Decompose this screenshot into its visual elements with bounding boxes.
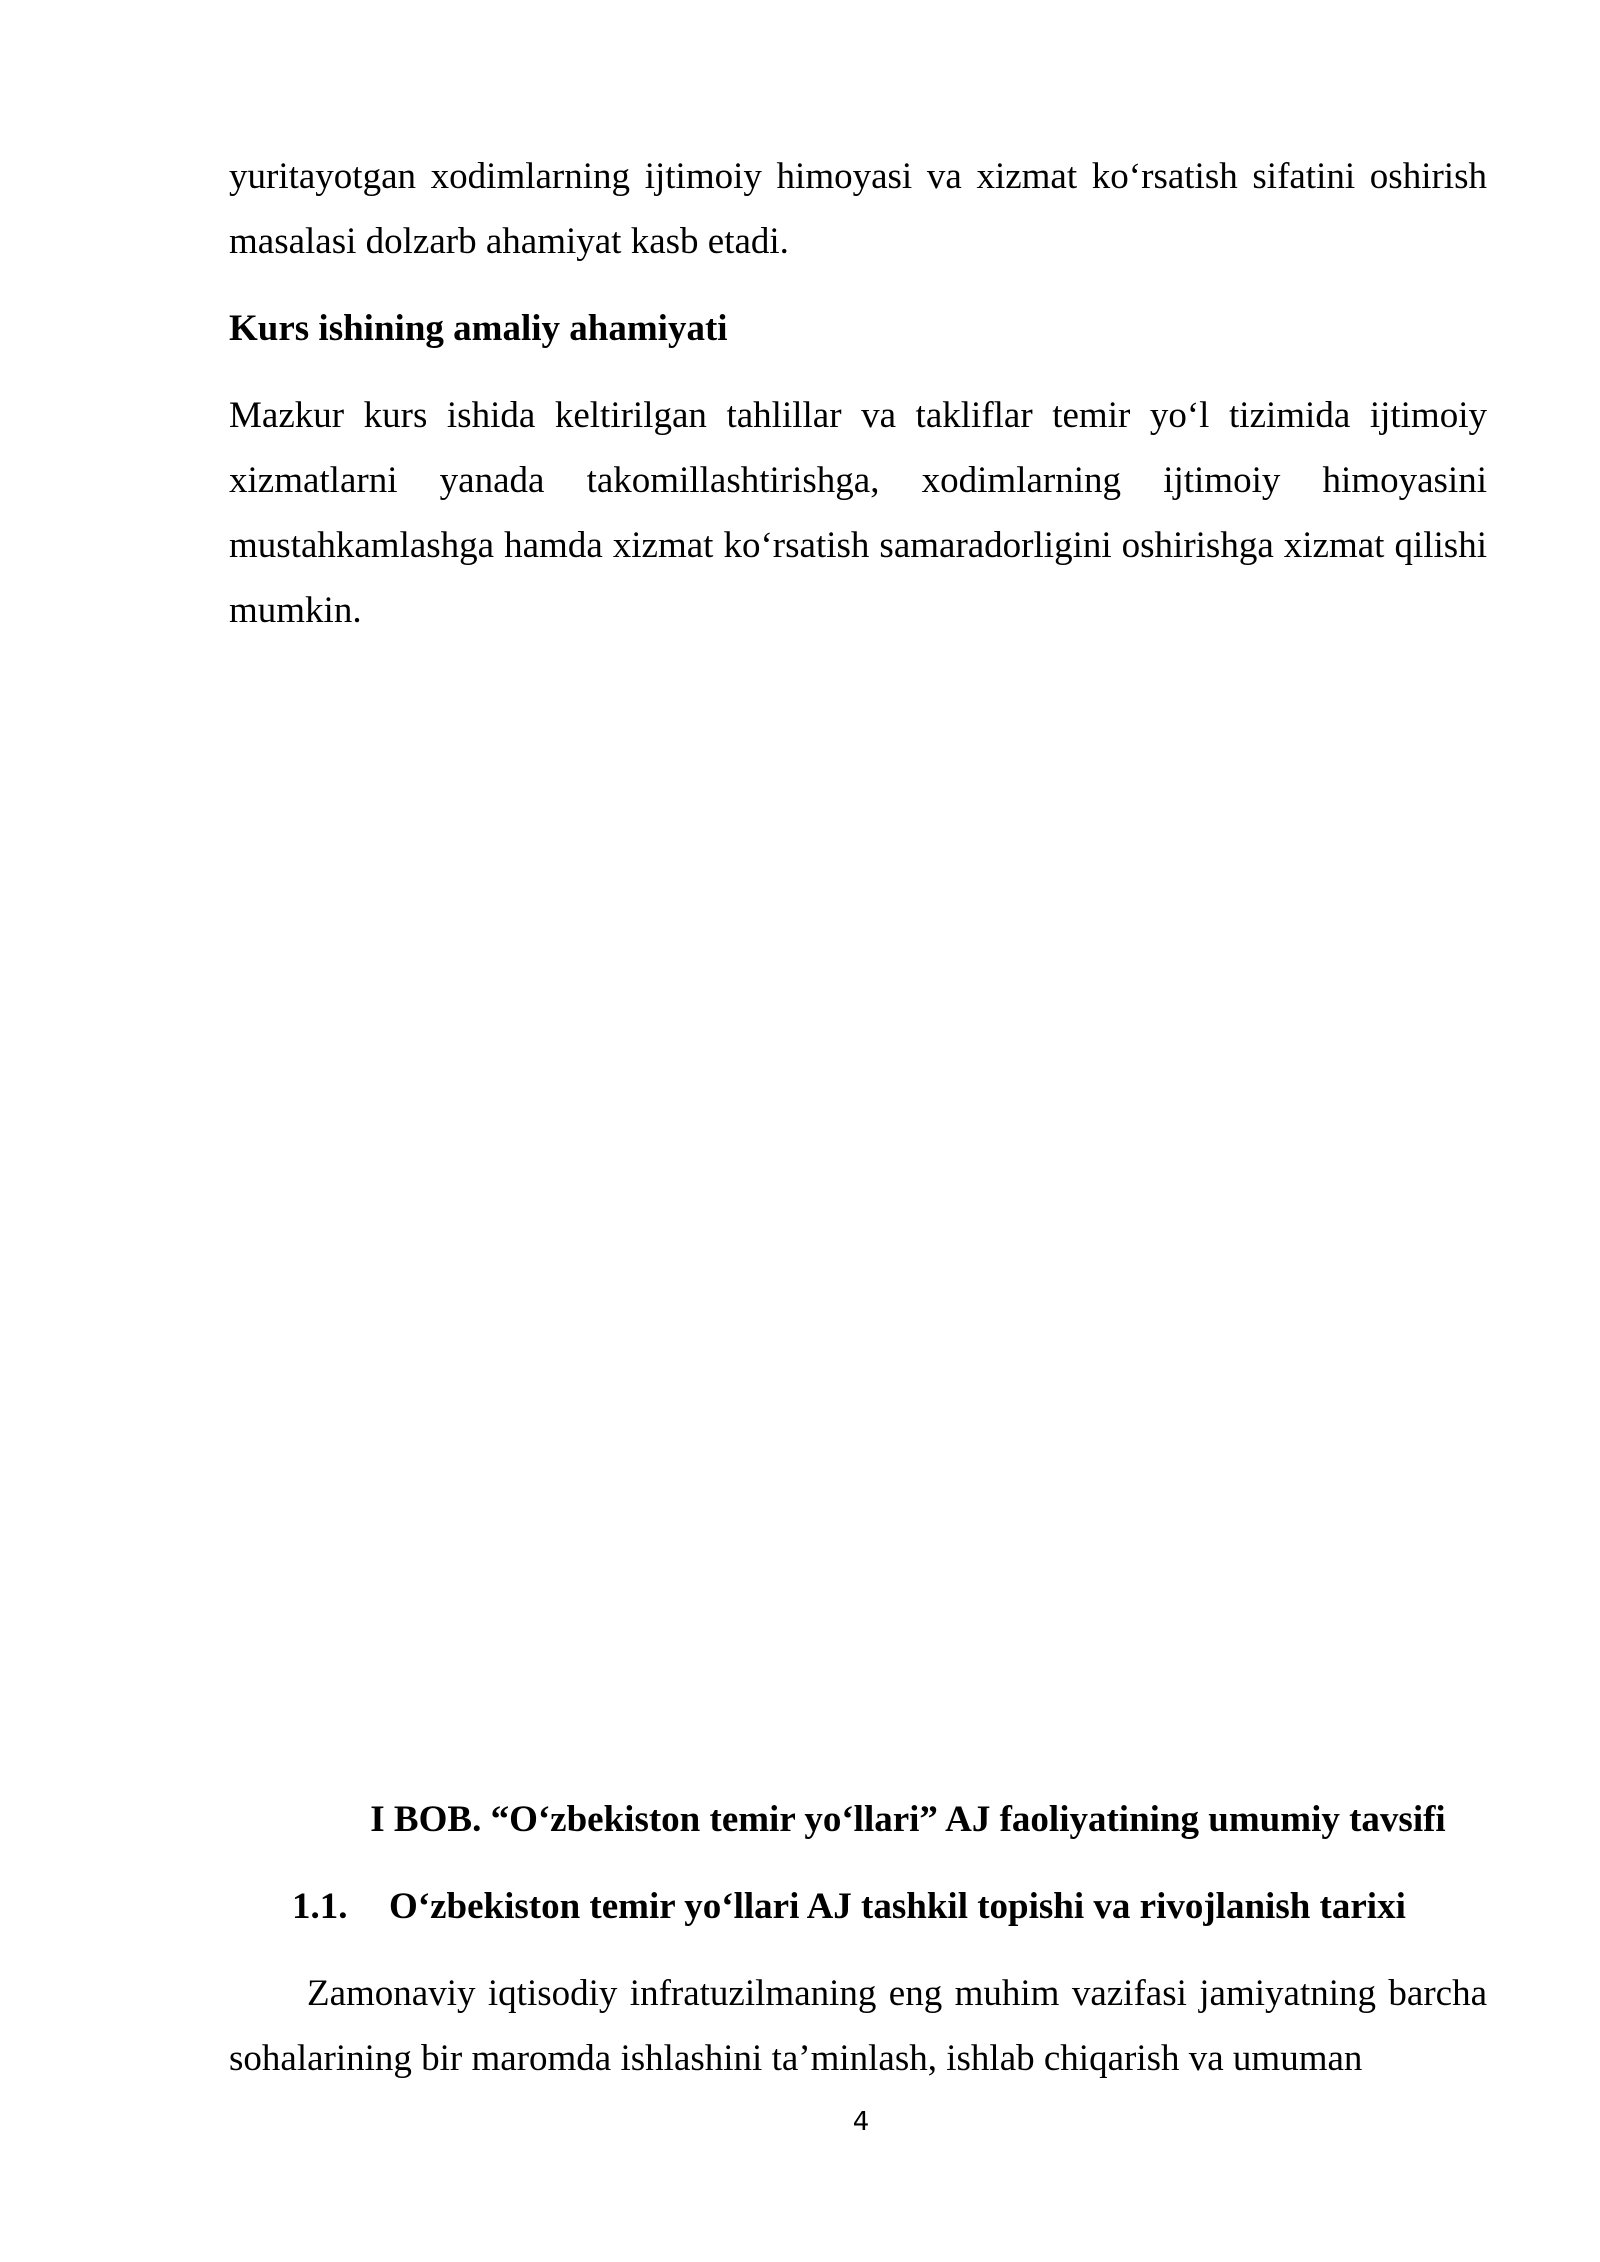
practical-significance-paragraph: Mazkur kurs ishida keltirilgan tahlillar va takliflar temir yo‘l tizimida ijtimoiy xizmatlarni yanada takomillashtirishga, xodimlarning ijtimoiy himoyasini mustahkamlashga hamda xizmat ko‘rsatish samaradorligini oshirishga xizmat qilishi mumkin.: [229, 395, 1487, 631]
paragraph-continuation: yuritayotgan xodimlarning ijtimoiy himoyasi va xizmat ko‘rsatish sifatini oshirish masalasi dolzarb ahamiyat kasb etadi.: [229, 156, 1487, 262]
practical-significance-heading: Kurs ishining amaliy ahamiyati: [229, 308, 728, 349]
section-title: O‘zbekiston temir yo‘llari AJ tashkil topishi va rivojlanish tarixi: [389, 1886, 1406, 1927]
section-paragraph: Zamonaviy iqtisodiy infratuzilmaning eng muhim vazifasi jamiyatning barcha sohalarining bir maromda ishlashini ta’minlash, ishlab chiqarish va umuman: [229, 1973, 1487, 2079]
section-heading: [292, 1874, 1406, 1939]
page-number: 4: [852, 2107, 870, 2137]
chapter-title: I BOB. “O‘zbekiston temir yo‘llari” AJ faoliyatining umumiy tavsifi: [370, 1799, 1446, 1840]
section-number: 1.1.: [292, 1886, 348, 1927]
